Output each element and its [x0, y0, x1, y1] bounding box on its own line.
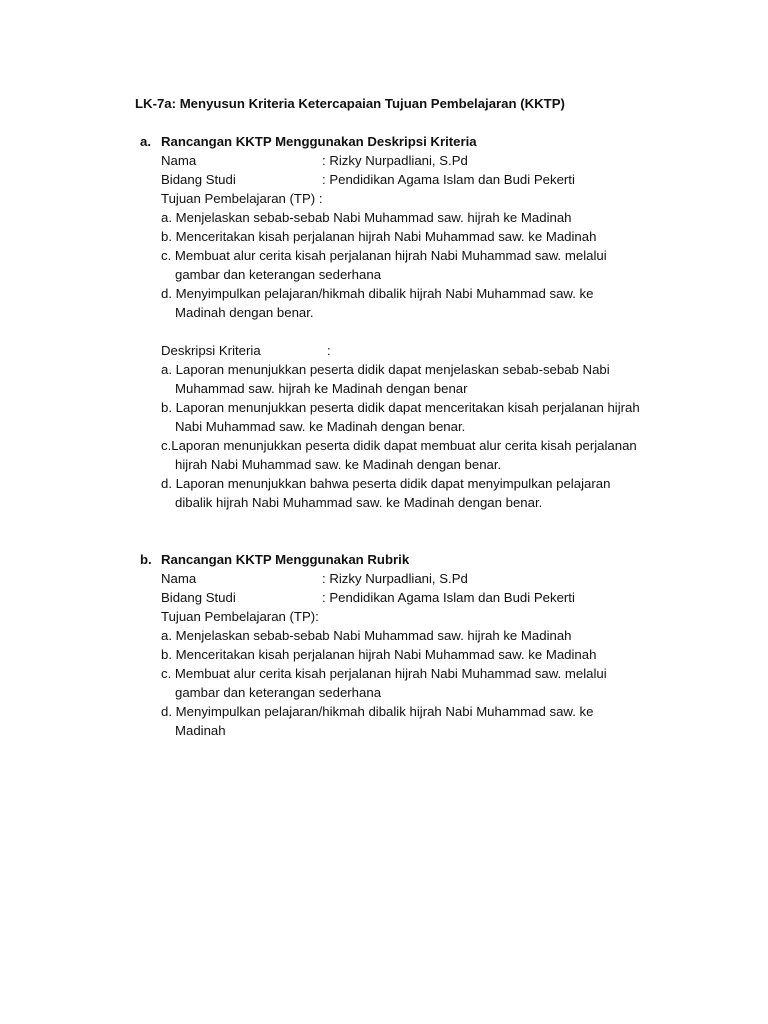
section-a-tp-item: c. Membuat alur cerita kisah perjalanan hijrah Nabi Muhammad saw. melalui [161, 248, 607, 263]
section-b-bidang-label: Bidang Studi [161, 590, 236, 605]
section-a-deskripsi-item: c.Laporan menunjukkan peserta didik dapat membuat alur cerita kisah perjalanan [161, 438, 637, 453]
section-a-heading: Rancangan KKTP Menggunakan Deskripsi Kriteria [161, 134, 477, 149]
section-a-tp-label: Tujuan Pembelajaran (TP) : [161, 191, 323, 206]
section-b-tp-item: c. Membuat alur cerita kisah perjalanan hijrah Nabi Muhammad saw. melalui [161, 666, 607, 681]
section-b-tp-item: a. Menjelaskan sebab-sebab Nabi Muhammad saw. hijrah ke Madinah [161, 628, 572, 643]
section-a-deskripsi-item-cont: Nabi Muhammad saw. ke Madinah dengan benar. [175, 419, 466, 434]
section-b-heading: Rancangan KKTP Menggunakan Rubrik [161, 552, 410, 567]
section-b-tp-item-cont: Madinah [175, 723, 226, 738]
section-a-tp-item-cont: gambar dan keterangan sederhana [175, 267, 382, 282]
section-b-tp-label: Tujuan Pembelajaran (TP): [161, 609, 319, 624]
section-a-tp-item: b. Menceritakan kisah perjalanan hijrah Nabi Muhammad saw. ke Madinah [161, 229, 597, 244]
section-a-tp-item: a. Menjelaskan sebab-sebab Nabi Muhammad saw. hijrah ke Madinah [161, 210, 572, 225]
section-b-tp-item: d. Menyimpulkan pelajaran/hikmah dibalik hijrah Nabi Muhammad saw. ke [161, 704, 594, 719]
section-a-deskripsi-item-cont: hijrah Nabi Muhammad saw. ke Madinah dengan benar. [175, 457, 502, 472]
section-a-deskripsi-label: Deskripsi Kriteria [161, 343, 261, 358]
section-a-tp-item: d. Menyimpulkan pelajaran/hikmah dibalik hijrah Nabi Muhammad saw. ke [161, 286, 594, 301]
section-a-deskripsi-colon: : [327, 343, 331, 358]
section-a-nama-value: : Rizky Nurpadliani, S.Pd [322, 153, 468, 168]
section-a-deskripsi-item-cont: Muhammad saw. hijrah ke Madinah dengan benar [175, 381, 468, 396]
section-a-deskripsi-item: d. Laporan menunjukkan bahwa peserta didik dapat menyimpulkan pelajaran [161, 476, 611, 491]
section-a-marker: a. [140, 134, 151, 149]
section-a-deskripsi-item: a. Laporan menunjukkan peserta didik dapat menjelaskan sebab-sebab Nabi [161, 362, 610, 377]
section-a-bidang-label: Bidang Studi [161, 172, 236, 187]
document-title: LK-7a: Menyusun Kriteria Ketercapaian Tujuan Pembelajaran (KKTP) [135, 96, 565, 111]
section-a-tp-item-cont: Madinah dengan benar. [175, 305, 314, 320]
section-b-marker: b. [140, 552, 152, 567]
section-b-tp-item: b. Menceritakan kisah perjalanan hijrah Nabi Muhammad saw. ke Madinah [161, 647, 597, 662]
section-a-deskripsi-item: b. Laporan menunjukkan peserta didik dapat menceritakan kisah perjalanan hijrah [161, 400, 640, 415]
section-a-nama-label: Nama [161, 153, 197, 168]
section-b-nama-label: Nama [161, 571, 197, 586]
section-b-bidang-value: : Pendidikan Agama Islam dan Budi Pekerti [322, 590, 575, 605]
section-b-tp-item-cont: gambar dan keterangan sederhana [175, 685, 382, 700]
section-a-bidang-value: : Pendidikan Agama Islam dan Budi Pekerti [322, 172, 575, 187]
section-a-deskripsi-item-cont: dibalik hijrah Nabi Muhammad saw. ke Madinah dengan benar. [175, 495, 543, 510]
section-b-nama-value: : Rizky Nurpadliani, S.Pd [322, 571, 468, 586]
